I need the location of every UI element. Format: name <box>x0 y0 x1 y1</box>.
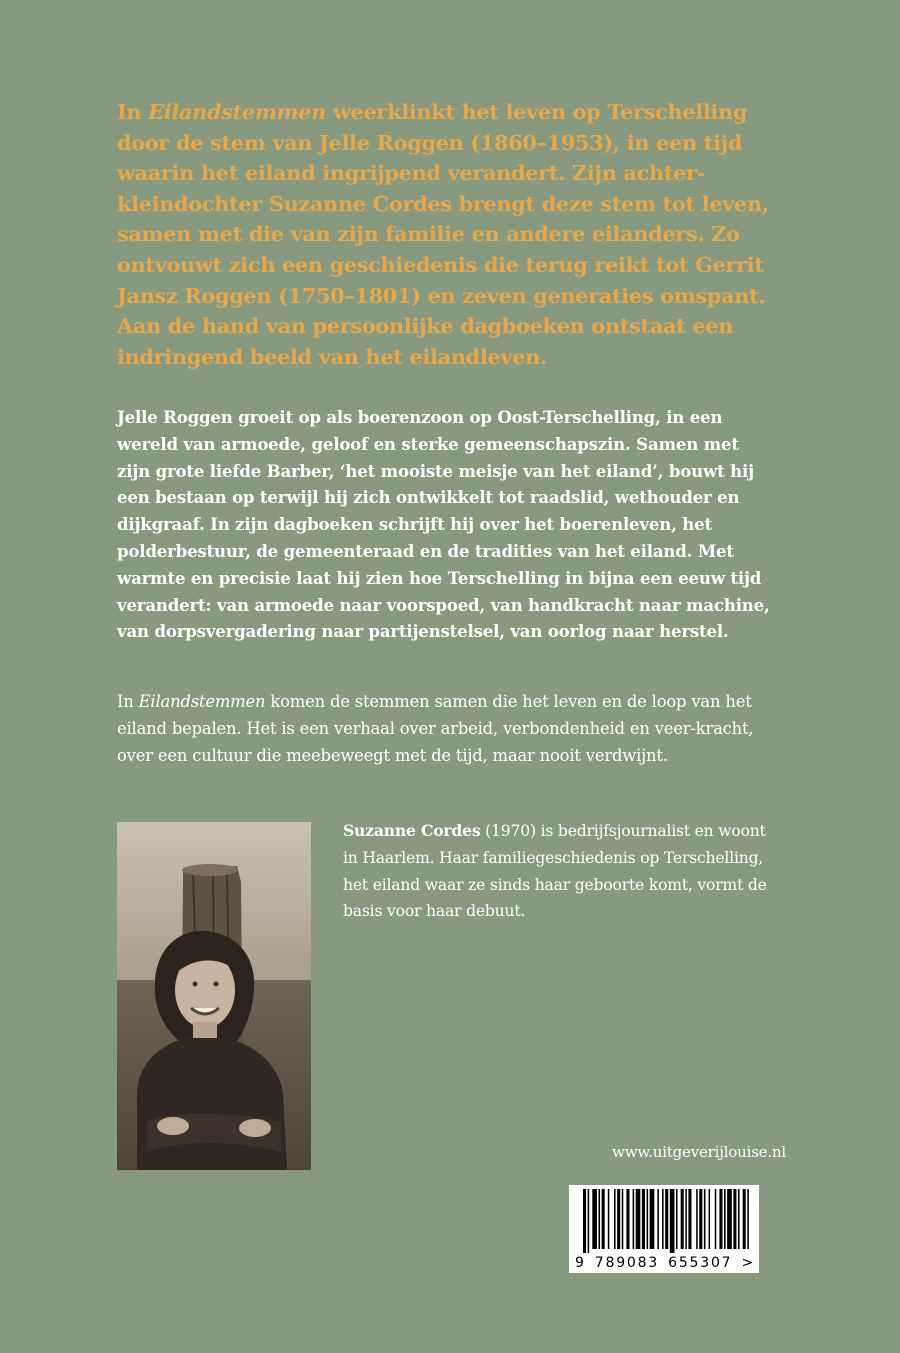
barcode-bar <box>614 1189 616 1249</box>
barcode-bar <box>685 1189 687 1249</box>
barcode-bar <box>688 1189 691 1249</box>
barcode-bar <box>633 1189 635 1249</box>
barcode-bar <box>743 1189 746 1249</box>
barcode-bar <box>665 1189 668 1249</box>
publisher-website[interactable]: www.uitgeverijlouise.nl <box>612 1143 786 1161</box>
barcode-bar <box>657 1189 659 1249</box>
barcode-bar <box>622 1189 624 1249</box>
intro-text-a: In <box>117 99 149 124</box>
barcode-bar <box>738 1189 740 1249</box>
isbn-group-2: 655307 <box>668 1255 733 1271</box>
isbn-number <box>569 1255 759 1271</box>
p2-book-title: Eilandstemmen <box>138 692 266 711</box>
intro-blurb <box>117 97 777 372</box>
barcode-bar <box>670 1189 675 1253</box>
barcode-bar <box>650 1189 655 1249</box>
barcode-bar <box>599 1189 601 1249</box>
barcode-bar <box>719 1189 722 1249</box>
author-name: Suzanne Cordes <box>343 821 481 840</box>
barcode-bar <box>588 1189 590 1253</box>
barcode-bar <box>727 1189 732 1249</box>
barcode-bar <box>626 1189 629 1249</box>
barcode-bar <box>709 1189 711 1249</box>
isbn-arrow: > <box>741 1255 755 1271</box>
p2-text-b: komen de stemmen samen die het leven en de loop van het eiland bepalen. Het is een verhaal over arbeid, verbondenheid en veer-kracht, over een cultuur die meebeweegt met de tijd, maar nooit verdwijnt. <box>117 692 754 765</box>
barcode-bar <box>733 1189 736 1249</box>
barcode-bar <box>602 1189 605 1249</box>
isbn-group-1: 789083 <box>594 1255 660 1271</box>
barcode-bar <box>724 1189 726 1249</box>
barcode-bar <box>592 1189 597 1249</box>
author-bio-text: (1970) is bedrijfsjournalist en woont in Haarlem. Haar familiegeschiedenis op Terschelling, het eiland waar ze sinds haar geboorte komt, vormt de basis voor haar debuut. <box>343 822 767 921</box>
barcode-bar <box>681 1189 684 1249</box>
isbn-barcode <box>569 1185 759 1273</box>
author-photo <box>117 822 311 1170</box>
barcode-bar <box>642 1189 645 1249</box>
isbn-first-digit: 9 <box>575 1255 586 1271</box>
intro-text-b: weerklinkt het leven op Terschelling door de stem van Jelle Roggen (1860–1953), in een tijd waarin het eiland ingrijpend verandert. Zijn achter-kleindochter Suzanne Cordes brengt deze stem tot leven, samen met die van zijn familie en andere eilanders. Zo ontvouwt zich een geschiedenis die terug reikt tot Gerrit Jansz Roggen (1750–1801) en zeven generaties omspant. Aan de hand van persoonlijke dagboeken ontstaat een indringend beeld van het eilandleven. <box>117 99 769 369</box>
barcode-bar <box>696 1189 698 1249</box>
description-paragraph-2 <box>117 689 777 769</box>
barcode-bar <box>704 1189 706 1249</box>
description-paragraph-1: Jelle Roggen groeit op als boerenzoon op Oost-Terschelling, in een wereld van armoede, geloof en sterke gemeenschapszin. Samen met zijn grote liefde Barber, ‘het mooiste meisje van het eiland’, bouwt hij een bestaan op terwijl hij zich ontwikkelt tot raadslid, wethouder en dijkgraaf. In zijn dagboeken schrijft hij over het boerenleven, het polderbestuur, de gemeenteraad en de tradities van het eiland. Met warmte en precisie laat hij zien hoe Terschelling in bijna een eeuw tijd verandert: van armoede naar voorspoed, van handkracht naar machine, van dorpsvergadering naar partijenstelsel, van oorlog naar herstel. <box>117 407 770 642</box>
barcode-bar <box>583 1189 586 1253</box>
barcode-bar <box>747 1189 749 1249</box>
barcode-bar <box>699 1189 702 1249</box>
barcode-bar <box>662 1189 664 1249</box>
p2-text-a: In <box>117 692 139 711</box>
barcode-bars <box>569 1185 759 1253</box>
barcode-bar <box>647 1189 649 1249</box>
barcode-bar <box>636 1189 641 1249</box>
author-bio <box>343 818 783 925</box>
barcode-bar <box>617 1189 620 1249</box>
barcode-bar <box>715 1189 717 1249</box>
intro-book-title: Eilandstemmen <box>148 99 327 124</box>
barcode-bar <box>676 1189 678 1249</box>
barcode-bar <box>608 1189 610 1249</box>
